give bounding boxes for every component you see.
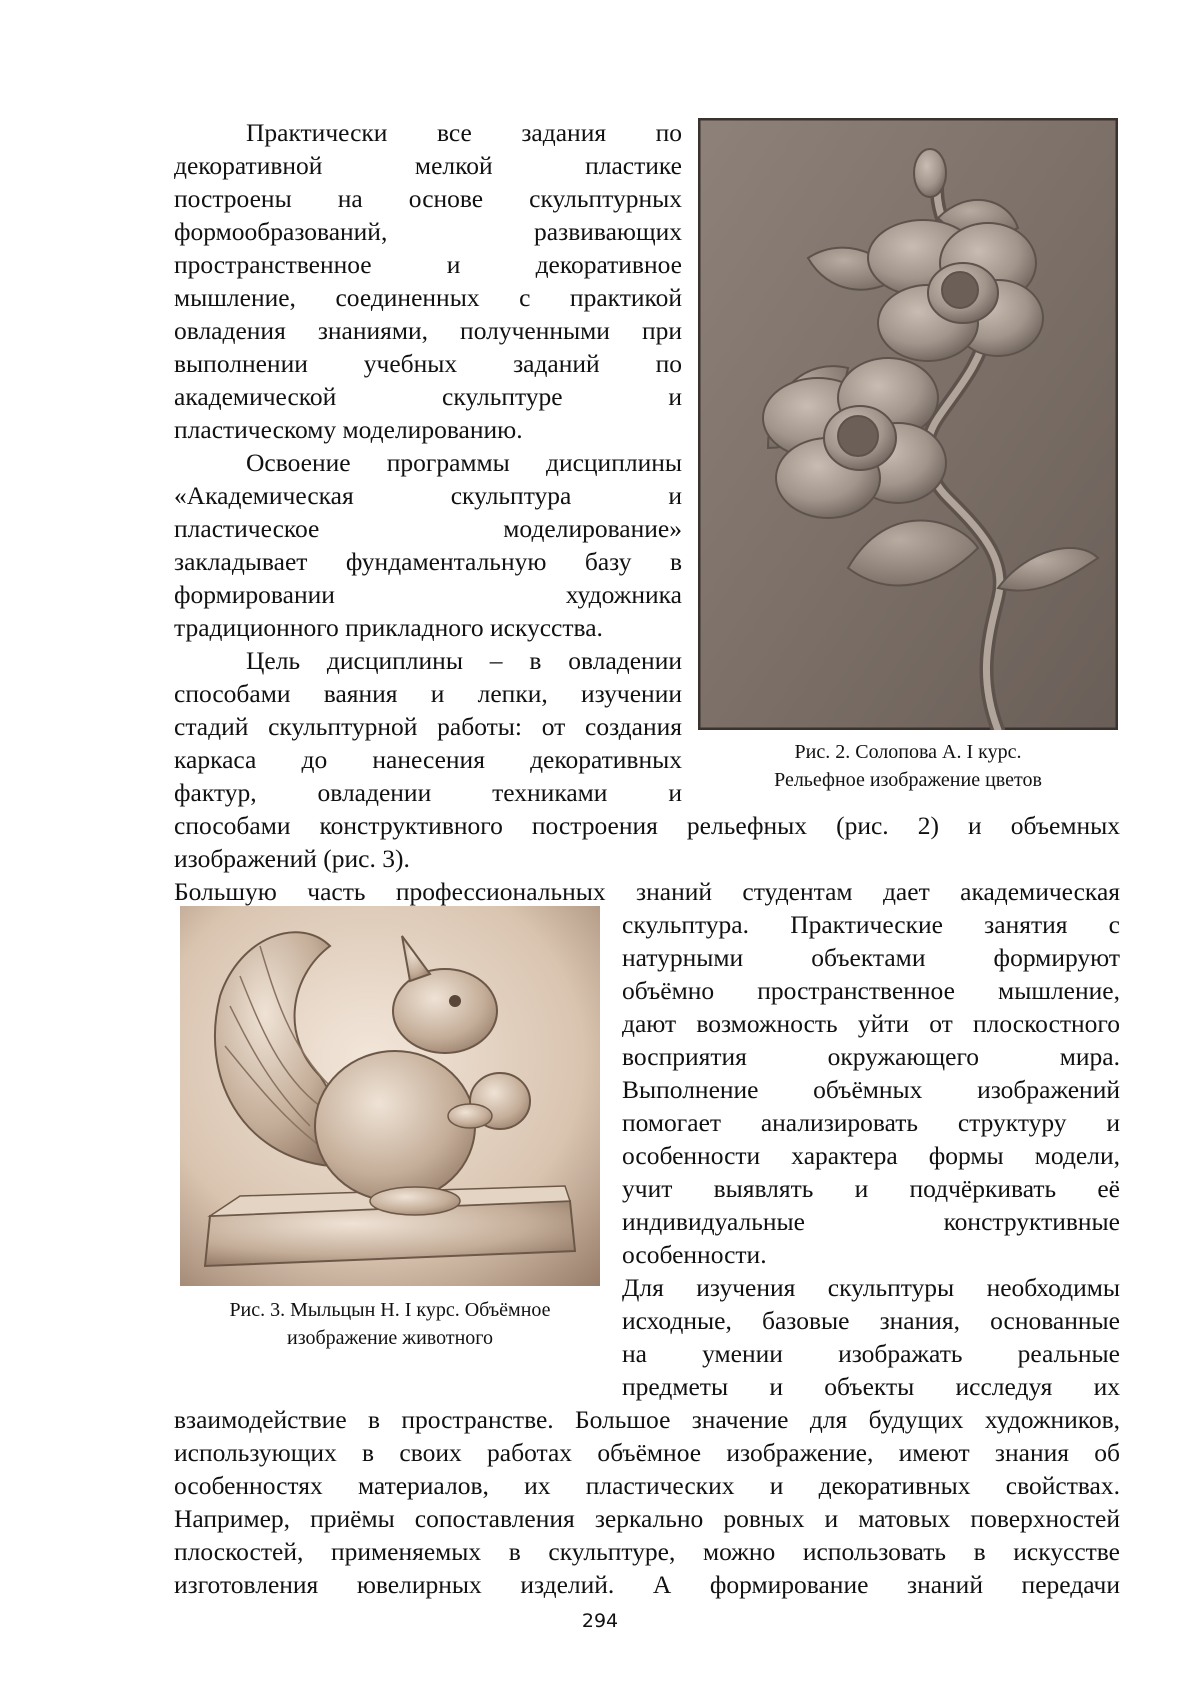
text-line: способами конструктивного построения рельефных (рис. 2) и объемных bbox=[174, 811, 1120, 840]
text-line: овладения знаниями, полученными при bbox=[174, 316, 682, 345]
text-line: Практически все задания по bbox=[246, 118, 682, 147]
text-line: академической скульптуре и bbox=[174, 382, 682, 411]
text-line: Освоение программы дисциплины bbox=[246, 448, 682, 477]
text-line: мышление, соединенных с практикой bbox=[174, 283, 682, 312]
text-line: фактур, овладении техниками и bbox=[174, 778, 682, 807]
text-line: скульптура. Практические занятия с bbox=[622, 910, 1120, 939]
figure-2-caption-line-2: Рельефное изображение цветов bbox=[774, 769, 1042, 791]
text-line: особенности. bbox=[622, 1240, 767, 1269]
text-line: пластическому моделированию. bbox=[174, 415, 523, 444]
text-line: исходные, базовые знания, основанные bbox=[622, 1306, 1120, 1335]
text-line: объёмно пространственное мышление, bbox=[622, 976, 1120, 1005]
text-line: взаимодействие в пространстве. Большое значение для будущих художников, bbox=[174, 1405, 1120, 1434]
text-line: особенности характера формы модели, bbox=[622, 1141, 1120, 1170]
figure-3-caption-line-2: изображение животного bbox=[287, 1327, 493, 1349]
text-line: учит выявлять и подчёркивать её bbox=[622, 1174, 1120, 1203]
text-line: плоскостей, применяемых в скульптуре, можно использовать в искусстве bbox=[174, 1537, 1120, 1566]
text-line: Цель дисциплины – в овладении bbox=[246, 646, 682, 675]
text-line: Выполнение объёмных изображений bbox=[622, 1075, 1120, 1104]
text-line: Большую часть профессиональных знаний студентам дает академическая bbox=[174, 877, 1120, 906]
figure-3-sculpture-image bbox=[180, 906, 600, 1286]
text-line: пространственное и декоративное bbox=[174, 250, 682, 279]
text-line: способами ваяния и лепки, изучении bbox=[174, 679, 682, 708]
text-line: Для изучения скульптуры необходимы bbox=[622, 1273, 1120, 1302]
text-line: выполнении учебных заданий по bbox=[174, 349, 682, 378]
text-line: Например, приёмы сопоставления зеркально ровных и матовых поверхностей bbox=[174, 1504, 1120, 1533]
text-line: натурными объектами формируют bbox=[622, 943, 1120, 972]
text-line: пластическое моделирование» bbox=[174, 514, 682, 543]
text-line: закладывает фундаментальную базу в bbox=[174, 547, 682, 576]
text-line: предметы и объекты исследуя их bbox=[622, 1372, 1120, 1401]
text-line: «Академическая скульптура и bbox=[174, 481, 682, 510]
text-line: формообразований, развивающих bbox=[174, 217, 682, 246]
text-line: изготовления ювелирных изделий. А формирование знаний передачи bbox=[174, 1570, 1120, 1599]
page-number: 294 bbox=[581, 1610, 619, 1632]
text-line: изображений (рис. 3). bbox=[174, 844, 410, 873]
text-line: восприятия окружающего мира. bbox=[622, 1042, 1120, 1071]
text-line: индивидуальные конструктивные bbox=[622, 1207, 1120, 1236]
figure-2-caption-line-1: Рис. 2. Солопова А. I курс. bbox=[794, 741, 1022, 763]
figure-3-caption-line-1: Рис. 3. Мыльцын Н. I курс. Объёмное bbox=[229, 1299, 551, 1321]
figure-2-relief-image bbox=[698, 118, 1118, 730]
text-line: использующих в своих работах объёмное изображение, имеют знания об bbox=[174, 1438, 1120, 1467]
text-line: формировании художника bbox=[174, 580, 682, 609]
text-line: дают возможность уйти от плоскостного bbox=[622, 1009, 1120, 1038]
text-line: построены на основе скульптурных bbox=[174, 184, 682, 213]
text-line: на умении изображать реальные bbox=[622, 1339, 1120, 1368]
text-line: каркаса до нанесения декоративных bbox=[174, 745, 682, 774]
text-line: стадий скульптурной работы: от создания bbox=[174, 712, 682, 741]
text-line: особенностях материалов, их пластических и декоративных свойствах. bbox=[174, 1471, 1120, 1500]
text-line: помогает анализировать структуру и bbox=[622, 1108, 1120, 1137]
text-line: декоративной мелкой пластике bbox=[174, 151, 682, 180]
text-line: традиционного прикладного искусства. bbox=[174, 613, 603, 642]
